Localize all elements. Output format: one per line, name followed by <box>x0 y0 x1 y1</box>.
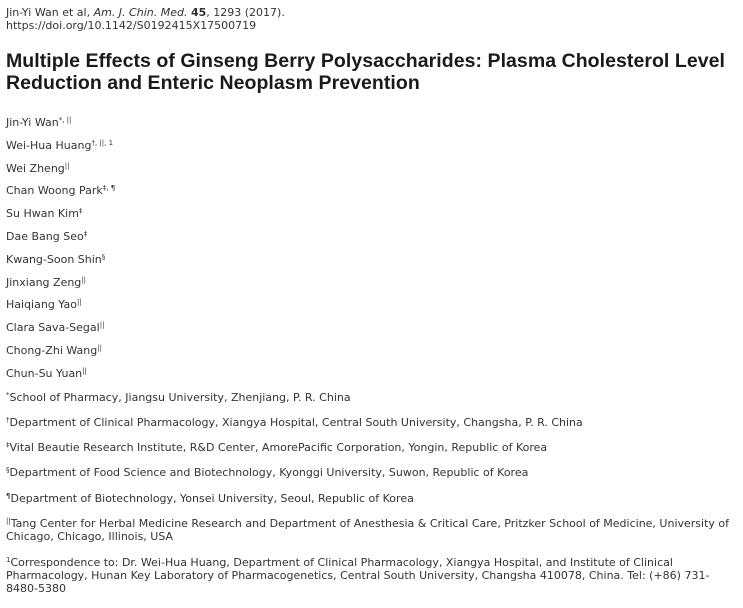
author-item <box>6 116 738 139</box>
affiliation-mark: ¶ <box>6 491 11 500</box>
author-item <box>6 344 738 367</box>
author-marks: ‡, ¶ <box>102 184 116 193</box>
affiliation-item <box>6 466 738 479</box>
affiliation-mark: 1 <box>6 556 11 565</box>
author-name: Su Hwan Kim <box>6 207 79 221</box>
affiliation-text: Department of Biotechnology, Yonsei University, Seoul, Republic of Korea <box>10 491 414 505</box>
affiliation-text: Department of Clinical Pharmacology, Xiangya Hospital, Central South University, Changsha, P. R. China <box>9 415 583 429</box>
author-item <box>6 230 738 253</box>
author-marks: || <box>81 275 87 284</box>
citation-pages-year: , 1293 (2017). <box>206 6 285 19</box>
author-marks: § <box>101 252 106 261</box>
affiliation-mark: || <box>6 517 11 526</box>
author-name: Chun-Su Yuan <box>6 366 83 380</box>
affiliation-mark: † <box>6 415 10 424</box>
author-marks: || <box>64 161 70 170</box>
author-marks: †, ||, 1 <box>91 138 114 147</box>
affiliation-item <box>6 517 738 543</box>
affiliation-item <box>6 441 738 454</box>
author-marks: || <box>99 321 105 330</box>
affiliation-mark: § <box>6 466 10 475</box>
author-item <box>6 367 738 390</box>
author-name: Jinxiang Zeng <box>6 275 82 289</box>
page-title: Multiple Effects of Ginseng Berry Polysaccharides: Plasma Cholesterol Level Reduction and Enteric Neoplasm Prevention <box>6 50 725 94</box>
affiliation-text: Department of Food Science and Biotechnology, Kyonggi University, Suwon, Republic of Korea <box>9 466 529 480</box>
affiliation-item <box>6 416 738 429</box>
author-item <box>6 321 738 344</box>
author-name: Haiqiang Yao <box>6 298 77 312</box>
affiliation-item <box>6 492 738 505</box>
citation-line <box>6 6 738 19</box>
author-name: Dae Bang Seo <box>6 229 84 243</box>
paper-page <box>6 6 738 608</box>
author-list <box>6 116 738 390</box>
author-item <box>6 298 738 321</box>
author-item <box>6 253 738 276</box>
author-marks: *, || <box>58 116 72 124</box>
affiliation-text: School of Pharmacy, Jiangsu University, Zhenjiang, P. R. China <box>9 390 351 404</box>
author-item <box>6 162 738 185</box>
author-marks: || <box>97 343 102 352</box>
author-marks: || <box>82 366 87 375</box>
author-name: Chan Woong Park <box>6 184 103 198</box>
affiliation-text: Tang Center for Herbal Medicine Research and Department of Anesthesia & Critical Care, Pritzker School of Medicine, University of Chicago, Chicago, Illinois, USA <box>6 517 730 544</box>
citation-volume: 45 <box>190 6 207 19</box>
author-marks: || <box>76 298 82 307</box>
author-name: Wei-Hua Huang <box>6 138 92 152</box>
author-item <box>6 207 738 230</box>
affiliation-text: Vital Beautie Research Institute, R&D Center, AmorePacific Corporation, Yongin, Republic of Korea <box>9 441 548 455</box>
author-name: Wei Zheng <box>6 161 65 175</box>
citation-authors: Jin-Yi Wan et al, <box>6 6 94 19</box>
doi-link[interactable]: https://doi.org/10.1142/S0192415X17500719 <box>6 19 257 32</box>
affiliation-list <box>6 391 738 595</box>
author-marks: ‡ <box>78 207 83 216</box>
author-marks: ‡ <box>83 229 88 238</box>
citation-journal: Am. J. Chin. Med. <box>93 6 188 19</box>
author-name: Kwang-Soon Shin <box>6 252 102 266</box>
correspondence-note <box>6 556 738 595</box>
affiliation-mark: * <box>6 390 10 399</box>
author-name: Chong-Zhi Wang <box>6 343 98 357</box>
author-item <box>6 184 738 207</box>
author-name: Jin-Yi Wan <box>6 116 59 129</box>
author-item <box>6 139 738 162</box>
author-name: Clara Sava-Segal <box>6 321 100 335</box>
affiliation-mark: ‡ <box>6 441 10 450</box>
author-item <box>6 276 738 299</box>
affiliation-item <box>6 391 738 404</box>
affiliation-text: Correspondence to: Dr. Wei-Hua Huang, Department of Clinical Pharmacology, Xiangya Hospital, and Institute of Clinical Pharmacology, Hunan Key Laboratory of Pharmacogenetics, Central South University, Changsha 410078, China. Tel: (+86) 731-8480-5380 <box>6 556 710 596</box>
